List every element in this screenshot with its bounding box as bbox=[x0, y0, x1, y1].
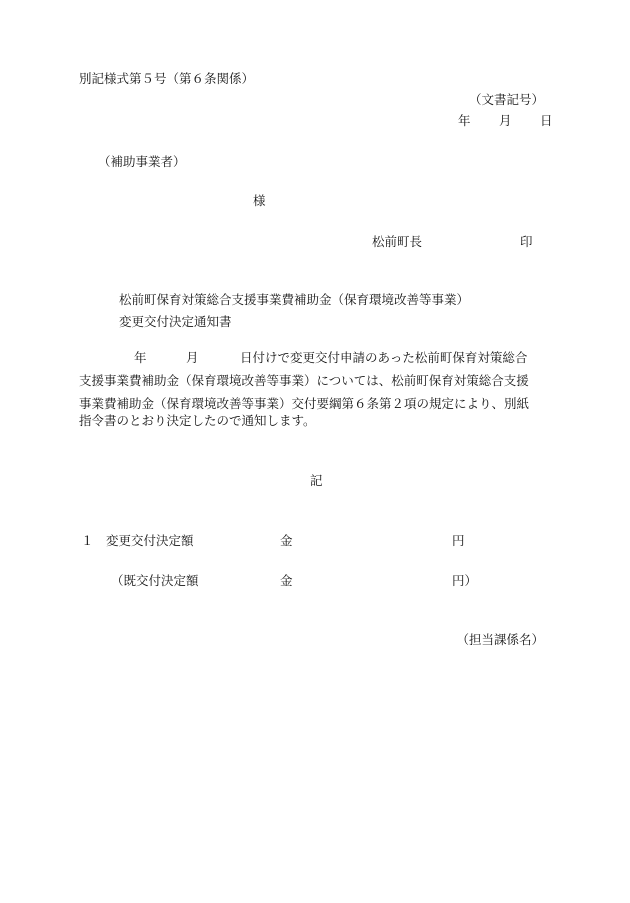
date-day: 日 bbox=[540, 113, 553, 128]
body-line1: 日付けで変更交付申請のあった松前町保育対策総合 bbox=[240, 350, 528, 365]
item-existing-amount-label: （既交付決定額 bbox=[111, 573, 199, 588]
date-month: 月 bbox=[499, 113, 512, 128]
body-line2: 支援事業費補助金（保育環境改善等事業）については、松前町保育対策総合支援 bbox=[79, 373, 529, 388]
recipient-honorific: 様 bbox=[253, 193, 266, 208]
document-title-line2: 変更交付決定通知書 bbox=[119, 314, 232, 329]
ki-heading: 記 bbox=[310, 473, 323, 488]
item-existing-amount-kin: 金 bbox=[280, 573, 293, 588]
recipient-name: （補助事業者） bbox=[98, 154, 186, 169]
form-number: 別記様式第５号（第６条関係） bbox=[79, 71, 255, 86]
item-change-amount-yen: 円 bbox=[452, 533, 465, 548]
contact-department: （担当課係名） bbox=[456, 632, 544, 647]
sender-title: 松前町長 bbox=[372, 234, 423, 249]
seal-mark: 印 bbox=[520, 234, 533, 249]
item-change-amount-kin: 金 bbox=[280, 533, 293, 548]
date-year: 年 bbox=[458, 113, 471, 128]
body-month: 月 bbox=[186, 350, 199, 365]
document-title-line1: 松前町保育対策総合支援事業費補助金（保育環境改善等事業） bbox=[119, 292, 470, 307]
body-line3: 事業費補助金（保育環境改善等事業）交付要綱第６条第２項の規定により、別紙 bbox=[79, 396, 530, 411]
body-year: 年 bbox=[134, 350, 147, 365]
item-number: １ bbox=[81, 533, 94, 548]
document-reference: （文書記号） bbox=[468, 92, 544, 107]
item-existing-amount-yen: 円） bbox=[452, 573, 478, 588]
body-line4: 指令書のとおり決定したので通知します。 bbox=[79, 413, 316, 428]
item-change-amount-label: 変更交付決定額 bbox=[106, 533, 194, 548]
